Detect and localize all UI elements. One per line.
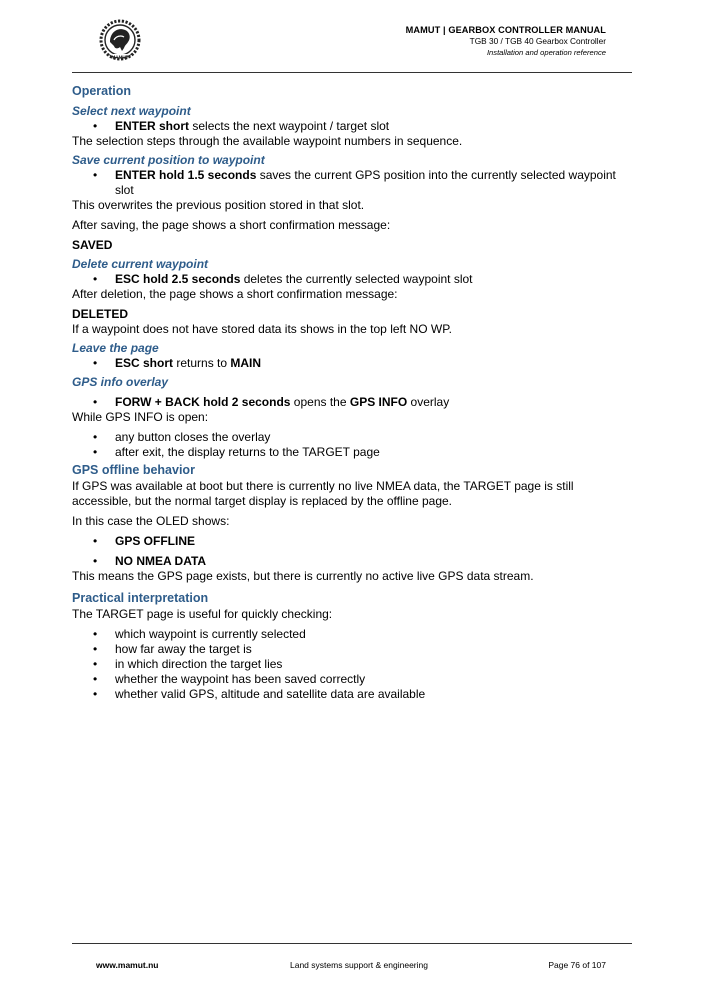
save-bullets (72, 168, 622, 198)
practical-heading: Practical interpretation (72, 591, 209, 605)
footer-divider (72, 943, 632, 944)
list-item: • which waypoint is currently selected (115, 627, 622, 642)
select-bullets (72, 119, 622, 134)
practical-text: The TARGET page is useful for quickly checking: (72, 607, 333, 621)
offline-text-1: If GPS was available at boot but there is currently no live NMEA data, the TARGET page is still accessible, but the normal target display is replaced by the offline page. (72, 479, 574, 508)
select-waypoint-heading: Select next waypoint (72, 104, 191, 118)
list-item: • ENTER hold 1.5 seconds saves the current GPS position into the currently selected waypoint slot (115, 168, 622, 198)
manual-subtitle: TGB 30 / TGB 40 Gearbox Controller (469, 36, 606, 46)
list-item: • after exit, the display returns to the TARGET page (115, 445, 622, 460)
header-text (406, 25, 606, 58)
list-item: • GPS OFFLINE (115, 534, 622, 549)
gps-info-heading: GPS info overlay (72, 375, 169, 389)
list-item: • NO NMEA DATA (115, 554, 622, 569)
page-number: Page 76 of 107 (548, 960, 606, 970)
footer-website-link[interactable]: www.mamut.nu (96, 960, 159, 970)
list-item: • whether the waypoint has been saved correctly (115, 672, 622, 687)
practical-list (72, 627, 622, 702)
list-item: • in which direction the target lies (115, 657, 622, 672)
page-content (72, 82, 622, 702)
footer-tagline: Land systems support & engineering (290, 960, 428, 970)
offline-text-2: In this case the OLED shows: (72, 514, 230, 528)
manual-subtitle-2: Installation and operation reference (486, 48, 606, 57)
gps-offline-heading: GPS offline behavior (72, 463, 195, 477)
list-item: • FORW + BACK hold 2 seconds opens the GPS INFO overlay (115, 395, 622, 410)
page-header (72, 18, 632, 73)
save-waypoint-heading: Save current position to waypoint (72, 153, 265, 167)
delete-bullets (72, 272, 622, 287)
offline-text-3: This means the GPS page exists, but there is currently no active live GPS data stream. (72, 569, 534, 583)
leave-page-heading: Leave the page (72, 341, 159, 355)
offline-list (72, 534, 622, 569)
delete-text-1: After deletion, the page shows a short confirmation message: (72, 287, 398, 301)
gps-info-list (72, 430, 622, 460)
page-footer (96, 960, 606, 974)
mamut-logo-icon (94, 18, 146, 64)
list-item: • whether valid GPS, altitude and satellite data are available (115, 687, 622, 702)
delete-text-2: If a waypoint does not have stored data its shows in the top left NO WP. (72, 322, 452, 336)
gps-info-text: While GPS INFO is open: (72, 410, 209, 424)
save-text-1: This overwrites the previous position stored in that slot. (72, 198, 365, 212)
svg-text:MAMUT: MAMUT (111, 54, 129, 60)
list-item: • ENTER short selects the next waypoint / target slot (115, 119, 622, 134)
list-item: • ESC hold 2.5 seconds deletes the currently selected waypoint slot (115, 272, 622, 287)
leave-bullets (72, 356, 622, 371)
saved-message: SAVED (72, 238, 113, 252)
save-text-2: After saving, the page shows a short confirmation message: (72, 218, 391, 232)
delete-waypoint-heading: Delete current waypoint (72, 257, 209, 271)
list-item: • any button closes the overlay (115, 430, 622, 445)
operation-heading: Operation (72, 84, 132, 98)
list-item: • ESC short returns to MAIN (115, 356, 622, 371)
deleted-message: DELETED (72, 307, 129, 321)
list-item: • how far away the target is (115, 642, 622, 657)
manual-title: MAMUT | GEARBOX CONTROLLER MANUAL (405, 25, 606, 35)
header-divider (72, 72, 632, 73)
select-text: The selection steps through the available waypoint numbers in sequence. (72, 134, 463, 148)
gps-info-bullets (72, 395, 622, 410)
